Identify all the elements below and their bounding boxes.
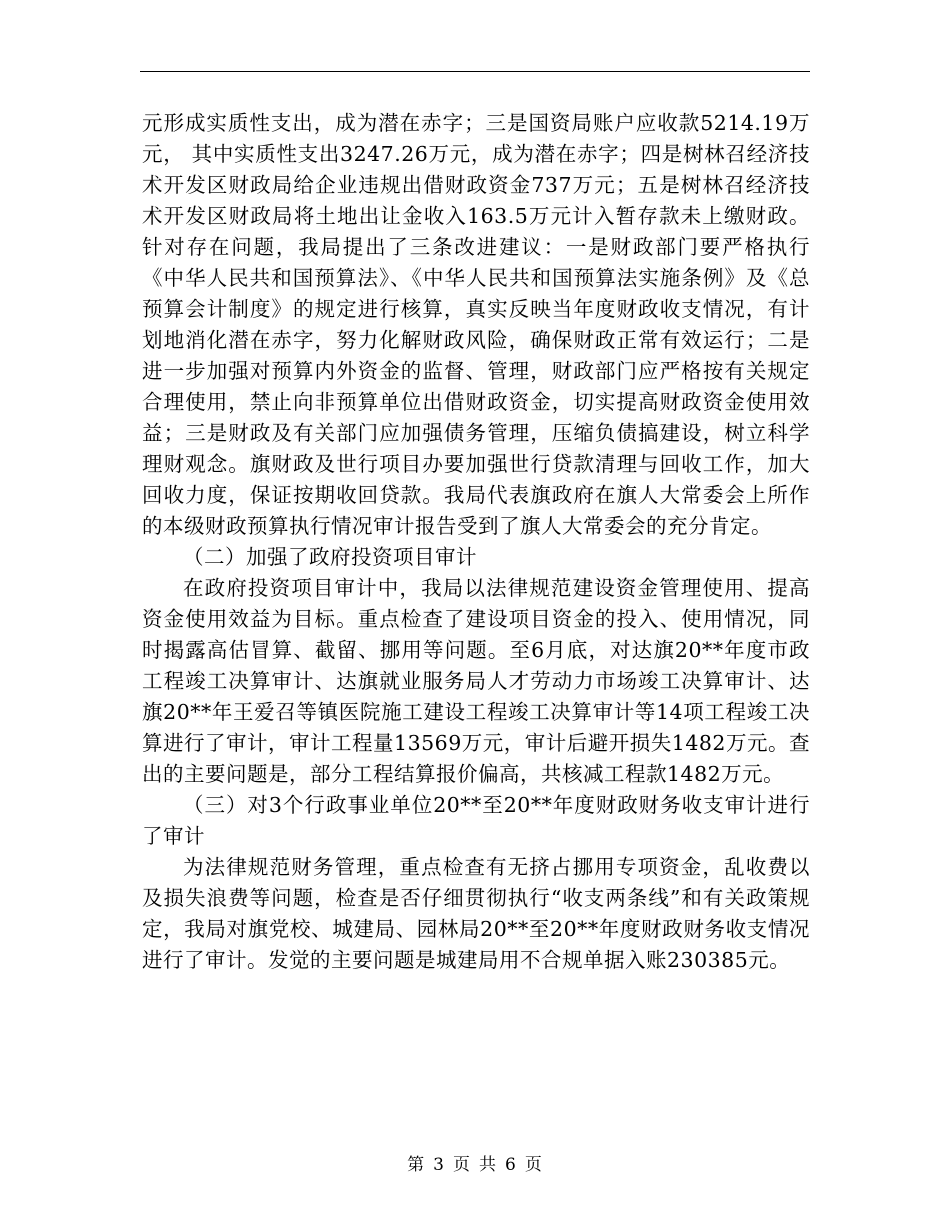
footer-total-prefix: 共 (479, 1155, 497, 1175)
footer-total-word: 页 (524, 1155, 543, 1175)
header-rule (140, 71, 810, 72)
page-footer (0, 1150, 950, 1175)
footer-total-pages: 6 (505, 1155, 517, 1175)
footer-prefix: 第 (407, 1155, 426, 1175)
section-heading-2: （二）加强了政府投资项目审计 (183, 545, 477, 569)
footer-page-word: 页 (453, 1155, 471, 1175)
footer-current-page: 3 (433, 1155, 445, 1175)
paragraph-investment-audit: 在政府投资项目审计中，我局以法律规范建设资金管理使用、提高资金使用效益为目标。重点检查了建设项目资金的投入、使用情况，同时揭露高估冒算、截留、挪用等问题。至6月底，对达旗20**年度市政工程竣工决算审计、达旗就业服务局人才劳动力市场竣工决算审计、达旗20**年王爱召等镇医院施工建设工程竣工决算审计等14项工程竣工决算进行了审计，审计工程量13569万元，审计后避开损失1482万元。查出的主要问题是，部分工程结算报价偏高，共核减工程款1482万元。 (142, 576, 810, 786)
paragraph-unit-audit: 为法律规范财务管理，重点检查有无挤占挪用专项资金，乱收费以及损失浪费等问题，检查是否仔细贯彻执行“收支两条线”和有关政策规定，我局对旗党校、城建局、园林局20**至20**年度财政财务收支情况进行了审计。发觉的主要问题是城建局用不合规单据入账230385元。 (142, 855, 810, 972)
paragraph-continuation: 元形成实质性支出，成为潜在赤字；三是国资局账户应收款5214.19万元， 其中实质性支出3247.26万元，成为潜在赤字；四是树林召经济技术开发区财政局给企业违规出借财政资金737万元；五是树林召经济技术开发区财政局将土地出让金收入163.5万元计入暂存款未上缴财政。针对存在问题，我局提出了三条改进建议：一是财政部门要严格执行《中华人民共和国预算法》、《中华人民共和国预算法实施条例》及《总预算会计制度》的规定进行核算，真实反映当年度财政收支情况，有计划地消化潜在赤字，努力化解财政风险，确保财政正常有效运行；二是进一步加强对预算内外资金的监督、管理，财政部门应严格按有关规定合理使用，禁止向非预算单位出借财政资金，切实提高财政资金使用效益；三是财政及有关部门应加强债务管理，压缩负债搞建设，树立科学理财观念。旗财政及世行项目办要加强世行贷款清理与回收工作，加大回收力度，保证按期收回贷款。我局代表旗政府在旗人大常委会上所作的本级财政预算执行情况审计报告受到了旗人大常委会的充分肯定。 (142, 111, 810, 538)
section-heading-3: （三）对3个行政事业单位20**至20**年度财政财务收支审计进行了审计 (142, 793, 810, 848)
document-body (142, 108, 810, 976)
